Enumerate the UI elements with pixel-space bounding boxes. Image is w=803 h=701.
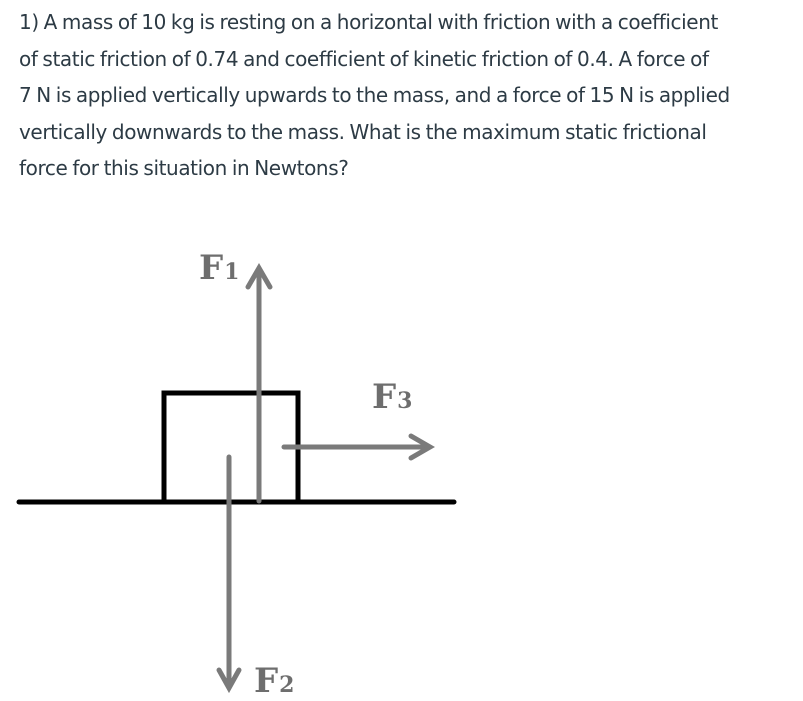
label-f1-main: F — [199, 248, 224, 288]
question-line: force for this situation in Newtons? — [19, 156, 349, 180]
force-arrow-f1 — [248, 268, 270, 501]
label-f3 — [372, 377, 412, 417]
question-line: 1) A mass of 10 kg is resting on a horizontal with friction with a coefficient — [19, 10, 718, 34]
label-f1 — [199, 248, 239, 288]
question-line: vertically downwards to the mass. What is the maximum static frictional — [19, 119, 707, 144]
force-arrow-f2 — [219, 457, 239, 688]
label-f3-sub: 3 — [397, 388, 413, 414]
label-f2 — [254, 661, 294, 701]
question-line: of static friction of 0.74 and coefficient of kinetic friction of 0.4. A force of — [19, 46, 709, 71]
question-line: 7 N is applied vertically upwards to the mass, and a force of 15 N is applied — [19, 83, 730, 107]
label-f2-sub: 2 — [279, 672, 295, 698]
label-f3-main: F — [372, 377, 397, 417]
force-arrow-f3 — [284, 436, 430, 458]
label-f2-main: F — [254, 661, 279, 701]
label-f1-sub: 1 — [224, 259, 240, 285]
